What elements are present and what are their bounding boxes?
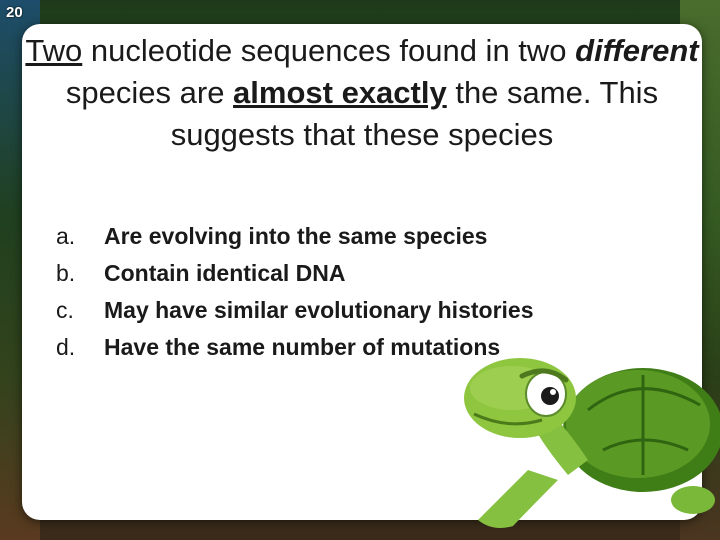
answer-option-b[interactable] — [56, 255, 656, 292]
answer-option-a[interactable] — [56, 218, 656, 255]
question-emphasis-two: Two — [25, 33, 83, 68]
option-letter: d. — [56, 334, 76, 360]
question-segment: species are — [65, 75, 234, 110]
turtle-illustration — [438, 350, 720, 540]
question-segment: the same. This suggests that these species — [170, 75, 659, 152]
option-letter: b. — [56, 260, 76, 286]
slide-number: 20 — [6, 4, 23, 21]
question-segment: nucleotide sequences found in two — [82, 33, 576, 68]
option-text: Have the same number of mutations — [104, 334, 501, 360]
option-text: Contain identical DNA — [104, 260, 346, 286]
answer-option-c[interactable] — [56, 292, 656, 329]
option-letter: c. — [56, 297, 74, 323]
question-emphasis-almost-exactly: almost exactly — [233, 75, 447, 110]
option-text: May have similar evolutionary histories — [104, 297, 534, 323]
option-text: Are evolving into the same species — [104, 223, 488, 249]
answer-options — [56, 218, 656, 366]
question-emphasis-different: different — [575, 33, 699, 68]
option-letter: a. — [56, 223, 76, 249]
question-text — [22, 30, 702, 156]
